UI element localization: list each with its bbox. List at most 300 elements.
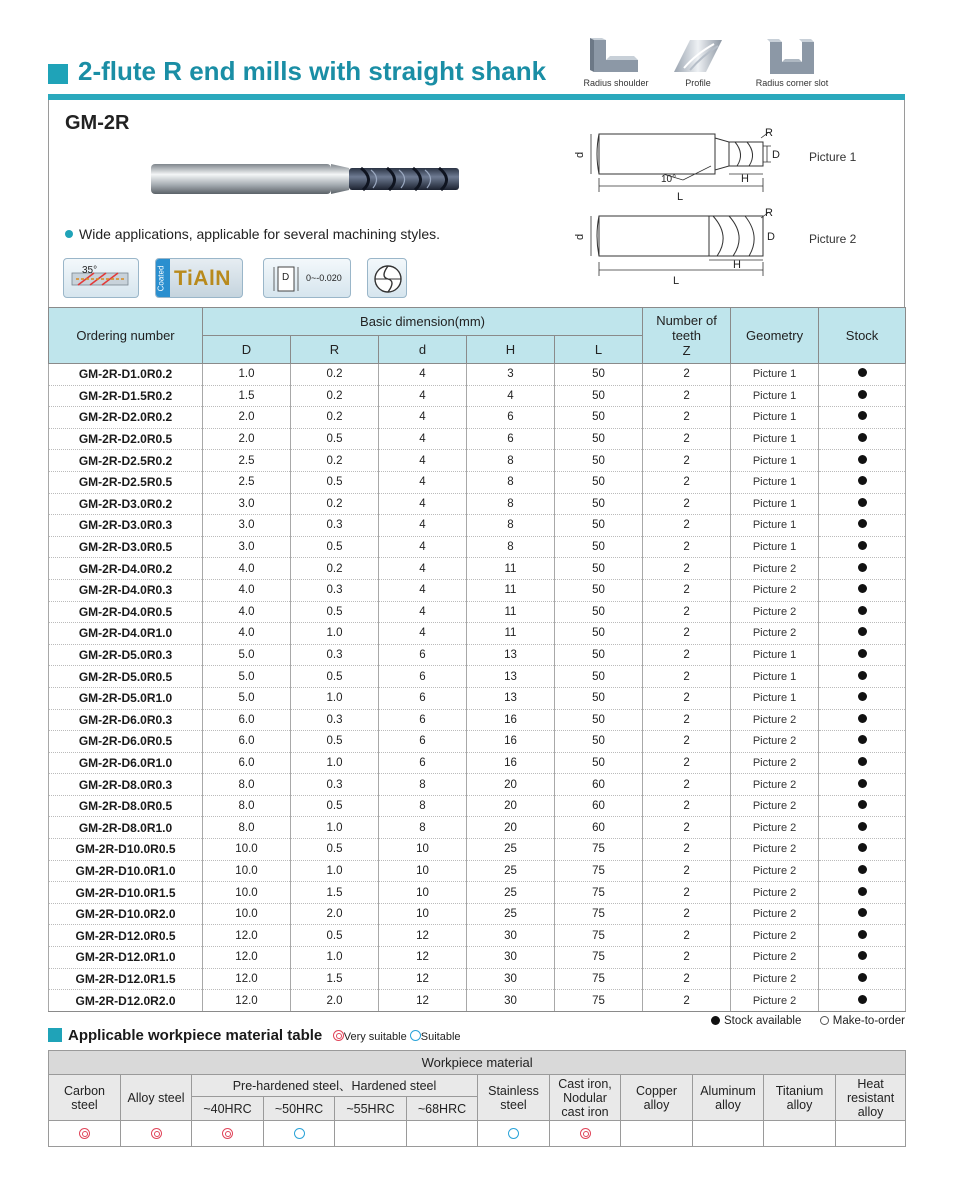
dim-R-cell: 0.2: [291, 493, 379, 515]
dim-L-cell: 50: [555, 364, 643, 386]
teeth-cell: 2: [643, 579, 731, 601]
stock-available-icon: [858, 368, 867, 377]
dim-H-cell: 4: [467, 385, 555, 407]
stock-available-icon: [858, 390, 867, 399]
workpiece-table: [48, 1050, 906, 1147]
geometry-cell: Picture 1: [731, 644, 819, 666]
dim-D-cell: 3.0: [203, 493, 291, 515]
ordering-number-cell: GM-2R-D10.0R0.5: [49, 839, 203, 861]
dim-d-cell: 8: [379, 774, 467, 796]
svg-text:H: H: [741, 173, 749, 185]
dim-H-cell: 8: [467, 536, 555, 558]
ordering-number-cell: GM-2R-D1.0R0.2: [49, 364, 203, 386]
table-row: [49, 536, 906, 558]
header-dim-L: L: [555, 336, 643, 364]
dim-H-cell: 16: [467, 731, 555, 753]
dim-L-cell: 50: [555, 493, 643, 515]
rating-cell: [836, 1121, 906, 1147]
ordering-number-cell: GM-2R-D10.0R1.0: [49, 860, 203, 882]
svg-text:R: R: [765, 207, 773, 219]
teeth-cell: 2: [643, 536, 731, 558]
teeth-cell: 2: [643, 644, 731, 666]
stock-available-icon: [858, 671, 867, 680]
teeth-cell: 2: [643, 623, 731, 645]
table-row: [49, 882, 906, 904]
col-50hrc: ~50HRC: [264, 1097, 335, 1121]
geometry-cell: Picture 2: [731, 925, 819, 947]
stock-available-icon: [858, 433, 867, 442]
stock-cell: [819, 364, 906, 386]
svg-text:d: d: [574, 151, 586, 158]
teeth-cell: 2: [643, 385, 731, 407]
dim-L-cell: 75: [555, 903, 643, 925]
ordering-number-cell: GM-2R-D12.0R1.0: [49, 947, 203, 969]
stock-available-icon: [858, 411, 867, 420]
stock-cell: [819, 860, 906, 882]
dim-d-cell: 6: [379, 644, 467, 666]
dim-R-cell: 1.0: [291, 817, 379, 839]
dim-H-cell: 3: [467, 364, 555, 386]
teeth-cell: 2: [643, 839, 731, 861]
dim-d-cell: 4: [379, 601, 467, 623]
geometry-cell: Picture 2: [731, 752, 819, 774]
stock-cell: [819, 428, 906, 450]
title-marker: [48, 64, 68, 84]
stock-available-icon: [858, 649, 867, 658]
table-row: [49, 731, 906, 753]
dim-L-cell: 75: [555, 860, 643, 882]
picture-1-label: Picture 1: [809, 150, 857, 164]
rating-cell: [49, 1121, 121, 1147]
very-suitable-icon: [79, 1128, 90, 1139]
dim-L-cell: 50: [555, 709, 643, 731]
stock-cell: [819, 731, 906, 753]
table-row: [49, 385, 906, 407]
dim-L-cell: 50: [555, 687, 643, 709]
ordering-number-cell: GM-2R-D2.5R0.2: [49, 450, 203, 472]
geometry-cell: Picture 1: [731, 450, 819, 472]
teeth-cell: 2: [643, 450, 731, 472]
stock-available-icon: [858, 606, 867, 615]
feature-text: Wide applications, applicable for several machining styles.: [65, 226, 440, 242]
teeth-cell: 2: [643, 795, 731, 817]
coating-badge: Coated TiAlN: [155, 258, 243, 298]
dim-R-cell: 0.5: [291, 601, 379, 623]
very-suitable-icon: [151, 1128, 162, 1139]
teeth-cell: 2: [643, 364, 731, 386]
dim-d-cell: 12: [379, 968, 467, 990]
dim-R-cell: 0.5: [291, 471, 379, 493]
table-row: [49, 471, 906, 493]
header-dim-H: H: [467, 336, 555, 364]
geometry-cell: Picture 2: [731, 709, 819, 731]
svg-text:10°: 10°: [661, 174, 677, 185]
helix-angle-badge: 35°: [63, 258, 139, 298]
dim-d-cell: 4: [379, 536, 467, 558]
stock-available-icon: [858, 887, 867, 896]
stock-available-icon: [858, 995, 867, 1004]
dim-L-cell: 75: [555, 839, 643, 861]
teeth-cell: 2: [643, 666, 731, 688]
dim-H-cell: 25: [467, 839, 555, 861]
bullet-icon: [65, 230, 73, 238]
geometry-cell: Picture 1: [731, 471, 819, 493]
teeth-cell: 2: [643, 687, 731, 709]
stock-available-icon: [858, 455, 867, 464]
teeth-cell: 2: [643, 860, 731, 882]
rating-cell: [335, 1121, 407, 1147]
dim-L-cell: 50: [555, 731, 643, 753]
geometry-cell: Picture 1: [731, 364, 819, 386]
dim-L-cell: 50: [555, 471, 643, 493]
rating-cell: [121, 1121, 192, 1147]
stock-available-icon: [858, 930, 867, 939]
col-carbon-steel: Carbon steel: [49, 1075, 121, 1121]
table-row: [49, 364, 906, 386]
dim-R-cell: 0.3: [291, 515, 379, 537]
dim-H-cell: 16: [467, 752, 555, 774]
dim-R-cell: 1.0: [291, 623, 379, 645]
dim-L-cell: 60: [555, 774, 643, 796]
dim-d-cell: 4: [379, 450, 467, 472]
dim-R-cell: 0.2: [291, 385, 379, 407]
end-mill-photo: [149, 158, 469, 202]
header-number-of-teeth: Number of teeth Z: [643, 308, 731, 364]
stock-cell: [819, 407, 906, 429]
dim-H-cell: 11: [467, 623, 555, 645]
category-profile: Profile: [658, 36, 738, 88]
geometry-cell: Picture 2: [731, 947, 819, 969]
dim-d-cell: 6: [379, 666, 467, 688]
geometry-cell: Picture 1: [731, 385, 819, 407]
stock-cell: [819, 623, 906, 645]
teeth-cell: 2: [643, 817, 731, 839]
stock-available-icon: [711, 1016, 720, 1025]
header-stock: Stock: [819, 308, 906, 364]
dim-H-cell: 6: [467, 407, 555, 429]
dim-L-cell: 75: [555, 882, 643, 904]
dim-L-cell: 75: [555, 990, 643, 1012]
dim-L-cell: 50: [555, 601, 643, 623]
dim-R-cell: 0.5: [291, 428, 379, 450]
stock-available-icon: [858, 714, 867, 723]
teeth-cell: 2: [643, 968, 731, 990]
stock-cell: [819, 947, 906, 969]
dim-d-cell: 4: [379, 407, 467, 429]
teeth-cell: 2: [643, 515, 731, 537]
svg-text:L: L: [673, 275, 680, 286]
profile-icon: [670, 36, 726, 76]
dim-D-cell: 12.0: [203, 968, 291, 990]
ordering-number-cell: GM-2R-D12.0R2.0: [49, 990, 203, 1012]
dim-H-cell: 30: [467, 990, 555, 1012]
dim-D-cell: 4.0: [203, 623, 291, 645]
dim-L-cell: 50: [555, 623, 643, 645]
dim-R-cell: 0.5: [291, 731, 379, 753]
product-panel: [48, 100, 905, 307]
dim-H-cell: 8: [467, 471, 555, 493]
dim-D-cell: 6.0: [203, 731, 291, 753]
teeth-cell: 2: [643, 407, 731, 429]
dim-D-cell: 12.0: [203, 990, 291, 1012]
stock-available-icon: [858, 692, 867, 701]
dim-H-cell: 30: [467, 968, 555, 990]
geometry-cell: Picture 1: [731, 666, 819, 688]
geometry-cell: Picture 2: [731, 623, 819, 645]
dim-H-cell: 11: [467, 558, 555, 580]
two-flute-section-icon: [368, 259, 407, 298]
ordering-number-cell: GM-2R-D4.0R0.2: [49, 558, 203, 580]
stock-available-icon: [858, 757, 867, 766]
section-marker: [48, 1028, 62, 1042]
table-row: [49, 687, 906, 709]
stock-available-icon: [858, 951, 867, 960]
stock-cell: [819, 795, 906, 817]
stock-cell: [819, 752, 906, 774]
dim-R-cell: 2.0: [291, 903, 379, 925]
ordering-number-cell: GM-2R-D12.0R0.5: [49, 925, 203, 947]
teeth-cell: 2: [643, 428, 731, 450]
stock-available-icon: [858, 498, 867, 507]
stock-cell: [819, 558, 906, 580]
dim-R-cell: 2.0: [291, 990, 379, 1012]
dim-R-cell: 0.2: [291, 558, 379, 580]
ordering-number-cell: GM-2R-D6.0R1.0: [49, 752, 203, 774]
stock-available-icon: [858, 519, 867, 528]
dim-H-cell: 13: [467, 687, 555, 709]
stock-cell: [819, 774, 906, 796]
dim-L-cell: 50: [555, 558, 643, 580]
stock-cell: [819, 515, 906, 537]
dim-L-cell: 50: [555, 752, 643, 774]
stock-cell: [819, 536, 906, 558]
dim-d-cell: 4: [379, 428, 467, 450]
ordering-number-cell: GM-2R-D3.0R0.2: [49, 493, 203, 515]
dim-d-cell: 6: [379, 709, 467, 731]
dim-H-cell: 30: [467, 947, 555, 969]
dim-H-cell: 11: [467, 579, 555, 601]
col-alloy-steel: Alloy steel: [121, 1075, 192, 1121]
dim-H-cell: 13: [467, 666, 555, 688]
dim-D-cell: 4.0: [203, 558, 291, 580]
dim-R-cell: 0.3: [291, 774, 379, 796]
dimension-table: [48, 307, 906, 1012]
table-row: [49, 558, 906, 580]
ordering-number-cell: GM-2R-D10.0R2.0: [49, 903, 203, 925]
dim-R-cell: 0.5: [291, 925, 379, 947]
dim-D-cell: 12.0: [203, 947, 291, 969]
dim-L-cell: 50: [555, 579, 643, 601]
very-suitable-icon: [580, 1128, 591, 1139]
stock-available-icon: [858, 735, 867, 744]
model-name: GM-2R: [65, 112, 130, 134]
table-row: [49, 795, 906, 817]
dim-D-cell: 2.5: [203, 450, 291, 472]
table-row: [49, 450, 906, 472]
dim-H-cell: 25: [467, 860, 555, 882]
table-row: [49, 515, 906, 537]
suitable-icon: [410, 1030, 421, 1041]
stock-legend: Stock available Make-to-order: [711, 1015, 905, 1027]
stock-available-icon: [858, 476, 867, 485]
dim-D-cell: 6.0: [203, 709, 291, 731]
teeth-cell: 2: [643, 774, 731, 796]
dim-D-cell: 10.0: [203, 903, 291, 925]
ordering-number-cell: GM-2R-D6.0R0.5: [49, 731, 203, 753]
dim-D-cell: 2.0: [203, 407, 291, 429]
stock-cell: [819, 493, 906, 515]
dim-d-cell: 8: [379, 795, 467, 817]
suitable-icon: [508, 1128, 519, 1139]
ordering-number-cell: GM-2R-D6.0R0.3: [49, 709, 203, 731]
col-copper-alloy: Copper alloy: [621, 1075, 693, 1121]
helix-angle-icon: [64, 259, 139, 298]
dim-d-cell: 10: [379, 882, 467, 904]
dim-L-cell: 50: [555, 428, 643, 450]
geometry-cell: Picture 1: [731, 493, 819, 515]
dim-L-cell: 50: [555, 644, 643, 666]
dim-D-cell: 12.0: [203, 925, 291, 947]
table-row: [49, 903, 906, 925]
teeth-cell: 2: [643, 471, 731, 493]
ordering-number-cell: GM-2R-D12.0R1.5: [49, 968, 203, 990]
table-row: [49, 407, 906, 429]
dim-D-cell: 4.0: [203, 601, 291, 623]
svg-text:L: L: [677, 191, 684, 203]
stock-available-icon: [858, 563, 867, 572]
geometry-cell: Picture 2: [731, 731, 819, 753]
col-55hrc: ~55HRC: [335, 1097, 407, 1121]
teeth-cell: 2: [643, 903, 731, 925]
dim-D-cell: 5.0: [203, 666, 291, 688]
ordering-number-cell: GM-2R-D10.0R1.5: [49, 882, 203, 904]
dim-D-cell: 5.0: [203, 644, 291, 666]
dim-R-cell: 0.5: [291, 536, 379, 558]
page-header: [48, 30, 905, 100]
dim-d-cell: 6: [379, 731, 467, 753]
dim-d-cell: 4: [379, 579, 467, 601]
dim-H-cell: 30: [467, 925, 555, 947]
ordering-number-cell: GM-2R-D4.0R1.0: [49, 623, 203, 645]
col-aluminum-alloy: Aluminum alloy: [693, 1075, 764, 1121]
dim-L-cell: 50: [555, 515, 643, 537]
stock-available-icon: [858, 843, 867, 852]
stock-cell: [819, 709, 906, 731]
stock-cell: [819, 882, 906, 904]
col-prehardened-group: Pre-hardened steel、Hardened steel: [192, 1075, 478, 1097]
geometry-cell: Picture 2: [731, 839, 819, 861]
dim-R-cell: 0.3: [291, 644, 379, 666]
teeth-cell: 2: [643, 731, 731, 753]
stock-available-icon: [858, 973, 867, 982]
stock-available-icon: [858, 822, 867, 831]
stock-cell: [819, 666, 906, 688]
very-suitable-icon: [222, 1128, 233, 1139]
geometry-cell: Picture 2: [731, 579, 819, 601]
header-ordering-number: Ordering number: [49, 308, 203, 364]
very-suitable-icon: [333, 1030, 344, 1041]
geometry-cell: Picture 1: [731, 515, 819, 537]
dim-D-cell: 10.0: [203, 839, 291, 861]
geometry-cell: Picture 2: [731, 990, 819, 1012]
dim-d-cell: 12: [379, 947, 467, 969]
stock-cell: [819, 450, 906, 472]
geometry-cell: Picture 1: [731, 536, 819, 558]
picture-2-drawing: [573, 206, 793, 286]
ordering-number-cell: GM-2R-D2.5R0.5: [49, 471, 203, 493]
dim-L-cell: 60: [555, 795, 643, 817]
dim-H-cell: 25: [467, 903, 555, 925]
dim-d-cell: 4: [379, 493, 467, 515]
dim-H-cell: 11: [467, 601, 555, 623]
table-row: [49, 601, 906, 623]
dim-D-cell: 8.0: [203, 795, 291, 817]
svg-text:d: d: [574, 233, 586, 240]
col-titanium-alloy: Titanium alloy: [764, 1075, 836, 1121]
dim-H-cell: 16: [467, 709, 555, 731]
dim-D-cell: 2.5: [203, 471, 291, 493]
rating-cell: [478, 1121, 550, 1147]
rating-cell: [550, 1121, 621, 1147]
geometry-cell: Picture 2: [731, 903, 819, 925]
dim-R-cell: 0.2: [291, 450, 379, 472]
table-row: [49, 579, 906, 601]
workpiece-header: Workpiece material: [49, 1051, 906, 1075]
rating-cell: [264, 1121, 335, 1147]
geometry-cell: Picture 2: [731, 860, 819, 882]
teeth-cell: 2: [643, 752, 731, 774]
ordering-number-cell: GM-2R-D5.0R1.0: [49, 687, 203, 709]
picture-1-drawing: [573, 128, 793, 204]
teeth-cell: 2: [643, 882, 731, 904]
dim-d-cell: 4: [379, 364, 467, 386]
ordering-number-cell: GM-2R-D8.0R0.5: [49, 795, 203, 817]
stock-cell: [819, 471, 906, 493]
stock-cell: [819, 687, 906, 709]
dim-D-cell: 3.0: [203, 515, 291, 537]
table-row: [49, 752, 906, 774]
dim-D-cell: 1.0: [203, 364, 291, 386]
teeth-cell: 2: [643, 990, 731, 1012]
dim-D-cell: 10.0: [203, 860, 291, 882]
table-row: [49, 817, 906, 839]
dim-R-cell: 1.0: [291, 687, 379, 709]
geometry-cell: Picture 2: [731, 882, 819, 904]
stock-cell: [819, 968, 906, 990]
geometry-cell: Picture 2: [731, 968, 819, 990]
dim-H-cell: 13: [467, 644, 555, 666]
rating-cell: [407, 1121, 478, 1147]
ordering-number-cell: GM-2R-D4.0R0.3: [49, 579, 203, 601]
dimension-table-body: [49, 364, 906, 1012]
table-row: [49, 623, 906, 645]
svg-text:D: D: [767, 231, 775, 243]
ordering-number-cell: GM-2R-D5.0R0.5: [49, 666, 203, 688]
geometry-cell: Picture 1: [731, 407, 819, 429]
header-basic-dimension: Basic dimension(mm): [203, 308, 643, 336]
svg-text:R: R: [765, 128, 773, 139]
ordering-number-cell: GM-2R-D5.0R0.3: [49, 644, 203, 666]
table-row: [49, 990, 906, 1012]
col-cast-iron: Cast iron, Nodular cast iron: [550, 1075, 621, 1121]
ordering-number-cell: GM-2R-D4.0R0.5: [49, 601, 203, 623]
teeth-cell: 2: [643, 493, 731, 515]
dim-L-cell: 50: [555, 385, 643, 407]
stock-cell: [819, 817, 906, 839]
geometry-cell: Picture 2: [731, 558, 819, 580]
teeth-cell: 2: [643, 709, 731, 731]
stock-cell: [819, 385, 906, 407]
